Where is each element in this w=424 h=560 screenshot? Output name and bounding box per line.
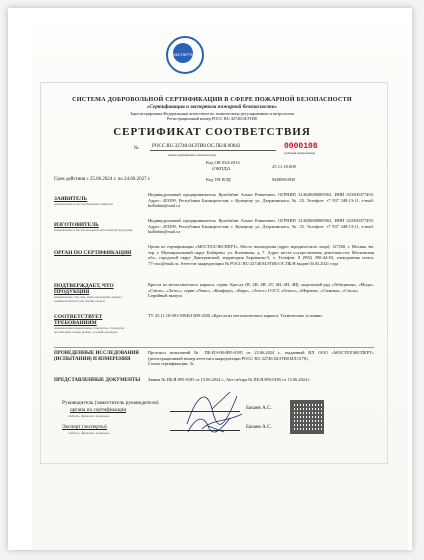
code-tnved-label: Код ТН ВЭД	[206, 177, 231, 182]
documents-label: ПРЕДСТАВЛЕННЫЕ ДОКУМЕНТЫ	[54, 378, 141, 383]
confirms-label: ПОДТВЕРЖДАЕТ, ЧТО ПРОДУКЦИЯ	[54, 283, 114, 295]
manufacturer-note: наименование и местонахождение изготовителя продукции	[54, 228, 133, 232]
expert-name: Бачаев А.С.	[246, 424, 272, 430]
applicant-text: Индивидуальный предприниматель Кульбабин Алмаз Ринатович, ОГРНИП 314028600085963, ИНН 023300377493. Адрес: 453399, Республика Башкортостан, г. Кумертау, ул. Дзержинского, №. 25. Телефон: +7 937 348-13-11, e-mail: kulbabin@mail.ru	[148, 192, 374, 209]
head-signatory-role2: органа по сертификации	[70, 407, 127, 413]
confirms-note: наименование, тип, вид, марка продукции, данные о серийном выпуске или партии товаров	[54, 295, 123, 303]
system-title: СИСТЕМА ДОБРОВОЛЬНОЙ СЕРТИФИКАЦИИ В СФЕРЕ ПОЖАРНОЙ БЕЗОПАСНОСТИ	[72, 96, 352, 103]
certification-logo	[166, 36, 204, 74]
complies-text: ТУ 25.11.10-001-0394615В9-2020 «Кресла из металлического каркаса. Технические условия»	[148, 313, 323, 318]
certificate-number-prefix: №	[134, 146, 139, 151]
cert-body-label: ОРГАН ПО СЕРТИФИКАЦИИ	[54, 250, 132, 256]
head-signatory-role: Руководитель (заместитель руководителя)	[62, 400, 159, 406]
certificate-title: СЕРТИФИКАТ СООТВЕТСТВИЯ	[113, 126, 311, 138]
code-okpd-value: 25.11.10.000	[272, 164, 296, 169]
manufacturer-label: ИЗГОТОВИТЕЛЬ	[54, 222, 99, 228]
head-signatory-note: подпись, фамилия, инициалы	[68, 414, 110, 418]
certificate-number-line	[150, 150, 276, 151]
cert-body-text: Орган по сертификации «МОСТЕХЭКСПЕРТ». Место нахождения (адрес юридического лица): 127560, г. Москва, вн. тер. г. Муниципальный округ Бибирево, ул. Коненкова, д. 7. Адрес места осуществления деятельности: Московская обл., городской округ Дмитровский, территория Боровково-5, т. Телефон: 8 (992) 390-44-03, электронная почта: 77+ooo@mail.ru. Аттестат аккредитации № РОСС RU.32748.04ЭТИ0.ОС.ПБ/Я выдан 04.03.2021 года	[148, 244, 374, 266]
expert-role: Эксперт (эксперты)	[62, 424, 107, 430]
confirms-text: Кресла из металлического каркаса, серии: Кресла (Н, 2Н, 4Н, 4Т, 4Н, 4Н, 4Н), модельный ряд «Лебединая», «Мода», «Стиль», «Лотос», серии «Люкс», «Комфорт», «Евро», «Лотос» ГОСТ, «Оскол», «Мерлин», «Стоянка», «Стиль». Серийный выпуск	[148, 282, 374, 299]
documents-text: Заявка № ПБ/Я.895-0185 от 15.06.2024 г., Акт отбора № ПБ/Я.895-0185 от 15.06.2024 г.	[148, 377, 311, 382]
serial-label: (учётный номер бланка)	[284, 151, 315, 155]
registration-info	[40, 111, 384, 121]
complies-note: наименование национальных стандартов, стандартов организаций, сводов правил, условий договоров	[54, 326, 125, 334]
applicant-note: наименование и местонахождение заявителя	[54, 202, 113, 206]
expert-signature-scribble-icon	[184, 412, 244, 438]
expert-note: подпись, фамилия, инициалы	[68, 431, 110, 435]
applicant-label: ЗАЯВИТЕЛЬ	[54, 196, 88, 202]
logo-text: ЭКСПЕРТИЗА	[172, 52, 200, 57]
divider	[54, 347, 374, 348]
code-okpd-label: Код ОК 034-2014	[206, 160, 240, 165]
system-subtitle: «Сертификация и экспертиза пожарной безопасности»	[146, 104, 278, 110]
code-tnved-value: 9406901000	[272, 177, 295, 182]
code-okpd-label2: (ОКПД2)	[212, 166, 231, 171]
tests-label: ПРОВЕДЕННЫЕ ИССЛЕДОВАНИЯ (ИСПЫТАНИЯ) И ИЗМЕРЕНИЯ	[54, 351, 139, 362]
validity-period: Срок действия с 25.06.2024 г. по 24.06.2027 г.	[54, 177, 151, 182]
manufacturer-text: Индивидуальный предприниматель Кульбабин Алмаз Ринатович, ОГРНИП 314028600085963, ИНН 023300377493. Адрес: 453399, Республика Башкортостан, г. Кумертау, ул. Дзержинского, №. 25. Телефон: +7 937 348-13-11, e-mail: kulbabin@mail.ru	[148, 218, 374, 235]
tests-text: Протокол испытаний № ПБ-ИЭ-08-Я95-0185 от 25.06.2024 г., выданный ИЛ ООО «МОСТЕХЭКСПЕРТ» (регистрационный номер аттестата аккредитации РОСС RU.32748.04ЭТИ0.ИЛ.0178). Схема сертификации: 3с	[148, 350, 374, 367]
head-signatory-name: Бачаев А.С.	[246, 405, 272, 411]
registration-line-2: Регистрационный номер РОСС RU.З2740.04ЭТИ0	[167, 116, 257, 121]
certificate-number: РОСС RU.32748.04ЭТИ0.ОС.ПБ/Я.00042	[152, 144, 241, 149]
registration-line-1: Зарегистрирована Федеральным агентством по техническому регулированию и метрологии	[130, 111, 294, 116]
complies-label: СООТВЕТСТВУЕТ ТРЕБОВАНИЯМ	[54, 314, 103, 326]
serial-number: 0000108	[284, 142, 318, 151]
certificate-number-label: (номер сертификата соответствия)	[168, 153, 216, 157]
qr-code-icon	[290, 400, 324, 434]
